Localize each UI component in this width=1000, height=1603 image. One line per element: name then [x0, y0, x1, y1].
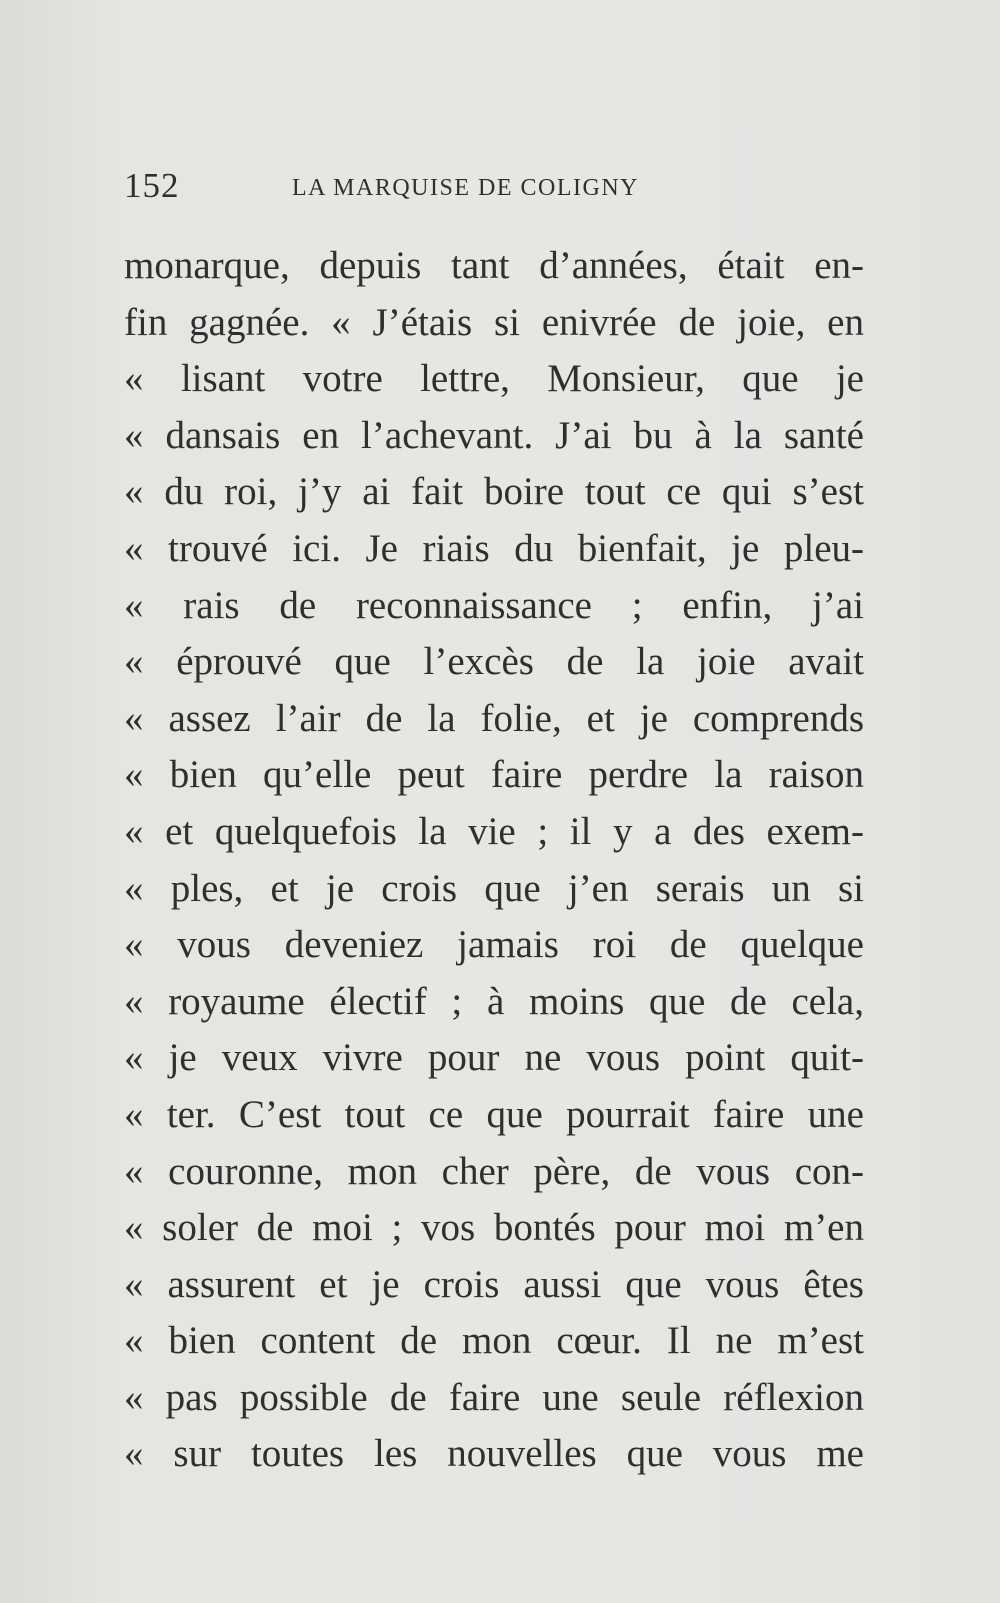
page-number: 152	[124, 166, 180, 205]
text-line: « et quelquefois la vie ; il y a des exem-	[124, 809, 864, 853]
text-line: « bien content de mon cœur. Il ne m’est	[124, 1319, 864, 1363]
text-line: « couronne, mon cher père, de vous con-	[124, 1149, 864, 1193]
body-text	[124, 238, 864, 1483]
text-line: « pas possible de faire une seule réflexion	[124, 1375, 864, 1419]
text-line: « rais de reconnaissance ; enfin, j’ai	[124, 583, 864, 627]
text-line: fin gagnée. « J’étais si enivrée de joie, en	[124, 300, 864, 344]
text-line: « soler de moi ; vos bontés pour moi m’en	[124, 1206, 864, 1250]
text-line: « sur toutes les nouvelles que vous me	[124, 1432, 864, 1476]
text-line: « du roi, j’y ai fait boire tout ce qui s’est	[124, 470, 864, 514]
text-line: « vous deveniez jamais roi de quelque	[124, 923, 864, 967]
text-line: « éprouvé que l’excès de la joie avait	[124, 640, 864, 684]
running-head	[124, 166, 864, 206]
text-line: « trouvé ici. Je riais du bienfait, je pleu-	[124, 526, 864, 570]
text-line: « ter. C’est tout ce que pourrait faire une	[124, 1092, 864, 1136]
text-line: « assez l’air de la folie, et je comprends	[124, 696, 864, 740]
text-line: « lisant votre lettre, Monsieur, que je	[124, 357, 864, 401]
text-line: monarque, depuis tant d’années, était en-	[124, 244, 864, 287]
running-title: LA MARQUISE DE COLIGNY	[292, 175, 639, 201]
text-line: « je veux vivre pour ne vous point quit-	[124, 1036, 864, 1080]
text-line: « royaume électif ; à moins que de cela,	[124, 979, 864, 1023]
text-line: « bien qu’elle peut faire perdre la raison	[124, 753, 864, 797]
text-line: « dansais en l’achevant. J’ai bu à la santé	[124, 413, 864, 457]
text-line: « assurent et je crois aussi que vous êtes	[124, 1262, 864, 1306]
text-line: « ples, et je crois que j’en serais un si	[124, 866, 864, 910]
